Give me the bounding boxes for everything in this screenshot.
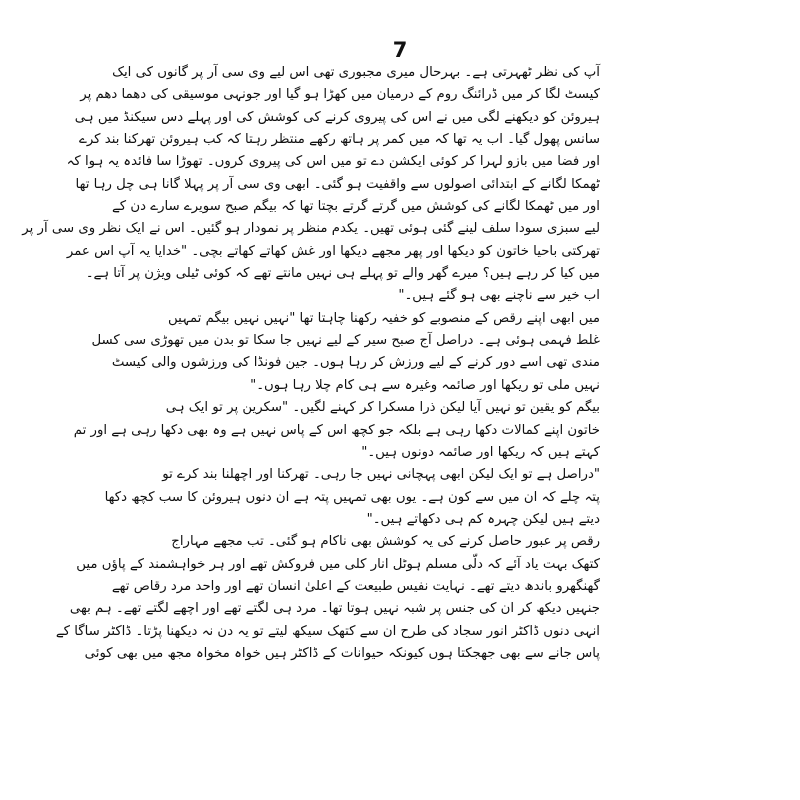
text-line: دیتے ہیں لیکن چہرہ کم ہی دکھاتے ہیں۔" [366, 511, 600, 527]
text-line: آپ کی نظر ٹھہرتی ہے۔ بہرحال میری مجبوری تھی اس لیے وی سی آر پر گانوں کی ایک [112, 65, 600, 80]
text-line: مندی تھی اسے دور کرنے کے لیے ورزش کر رہا ہوں۔ جین فونڈا کی ورزشوں والی کیسٹ [111, 355, 600, 371]
text-line: لیے سبزی سودا سلف لینے گئی ہوئی تھیں۔ یکدم منظر پر نمودار ہو گئیں۔ اس نے ایک نظر وی سی آر پر [22, 221, 600, 237]
text-line: کتھک بہت یاد آئے کہ دلّی مسلم ہوٹل انار کلی میں فروکش تھے اور ہر خواہشمند کے پاؤں میں [76, 556, 600, 572]
text-line: نہیں ملی تو ریکھا اور صائمہ وغیرہ سے ہی کام چلا رہا ہوں۔" [250, 377, 600, 393]
text-line: میں ابھی اپنے رقص کے منصوبے کو خفیہ رکھنا چاہتا تھا "نہیں نہیں بیگم تمہیں [168, 310, 600, 326]
text-line: غلط فہمی ہوئی ہے۔ دراصل آج صبح سیر کے لیے نہیں جا سکا تو بدن میں تھوڑی سی کسل [91, 333, 600, 349]
page-number: 7 [392, 38, 408, 62]
text-line: کہتے ہیں کہ ریکھا اور صائمہ دونوں ہیں۔" [361, 444, 600, 460]
text-line: بیگم کو یقین تو نہیں آیا لیکن ذرا مسکرا کر کہنے لگیں۔ "سکرین پر تو ایک ہی [165, 400, 600, 416]
text-line: اور میں ٹھمکا لگانے کی کوشش میں گرتے گرتے بچتا تھا کہ بیگم صبح سویرے سارے دن کے [112, 199, 600, 215]
text-line: پتہ چلے کہ ان میں سے کون ہے۔ یوں بھی تمہیں پتہ ہے ان دنوں ہیروئن کا سب کچھ دکھا [104, 489, 600, 505]
text-line: پاس جانے سے بھی جھجکتا ہوں کیونکہ حیوانات کے ڈاکٹر ہیں خواہ مخواہ مجھ میں بھی کوئی [84, 645, 600, 661]
text-line: کیسٹ لگا کر میں ڈرائنگ روم کے درمیان میں کھڑا ہو گیا اور جونہی موسیقی کی دھما دھم پر [80, 87, 600, 103]
text-line: سانس پھول گیا۔ اب یہ تھا کہ میں کمر پر ہاتھ رکھے منتظر رہتا کہ کب ہیروئن تھرکنا بند کرے [79, 132, 600, 148]
text-line: اور فضا میں بازو لہرا کر کوئی ایکشن دے تو میں اس کی پیروی کروں۔ تھوڑا سا فائدہ یہ ہوا کہ [66, 154, 600, 170]
text-line: اب خیر سے ناچنے بھی ہو گئے ہیں۔" [398, 288, 600, 304]
text-line: میں کیا کر رہے ہیں؟ میرے گھر والے تو پہلے ہی نہیں مانتے تھے کہ کوئی ٹیلی ویژن پر آتا ہے۔ [85, 266, 600, 282]
text-line: تھرکتی باحیا خاتون کو دیکھا اور پھر مجھے دیکھا اور غش کھاتے کھاتے بچی۔ "خدایا یہ آپ اس عمر [66, 243, 600, 259]
text-line: خاتون اپنے کمالات دکھا رہی ہے بلکہ جو کچھ اس کے پاس نہیں ہے وہ بھی دکھا رہی ہے اور تم [73, 422, 600, 438]
text-line: گھنگھرو باندھ دیتے تھے۔ نہایت نفیس طبیعت کے اعلیٰ انسان تھے اور واحد مرد رقاص تھے [111, 578, 600, 594]
urdu-text-body [22, 62, 600, 665]
text-line: رقص پر عبور حاصل کرنے کی یہ کوشش بھی ناکام ہو گئی۔ تب مجھے مہاراج [171, 534, 600, 550]
text-line: ٹھمکا لگانے کے ابتدائی اصولوں سے واقفیت ہو گئی۔ ابھی وی سی آر پر پہلا گانا ہی چل رہا تھا [75, 176, 600, 192]
text-line: جنہیں دیکھ کر ان کی جنس پر شبہ نہیں ہوتا تھا۔ مرد ہی لگتے تھے اور اچھے لگتے تھے۔ ہم بھی [69, 601, 600, 617]
text-line: "دراصل ہے تو ایک لیکن ابھی پہچانی نہیں جا رہی۔ تھرکنا اور اچھلنا بند کرے تو [162, 467, 600, 483]
text-line: ہیروئن کو دیکھنے لگی میں نے اس کی پیروی کرنے کی کوشش کی اور پہلے دس سیکنڈ میں ہی [74, 109, 600, 125]
text-line: انہی دنوں ڈاکٹر انور سجاد کی طرح ان سے کتھک سیکھ لیتے تو یہ دن نہ دیکھنا پڑتا۔ ڈاکٹر ساگا کے [55, 623, 600, 639]
